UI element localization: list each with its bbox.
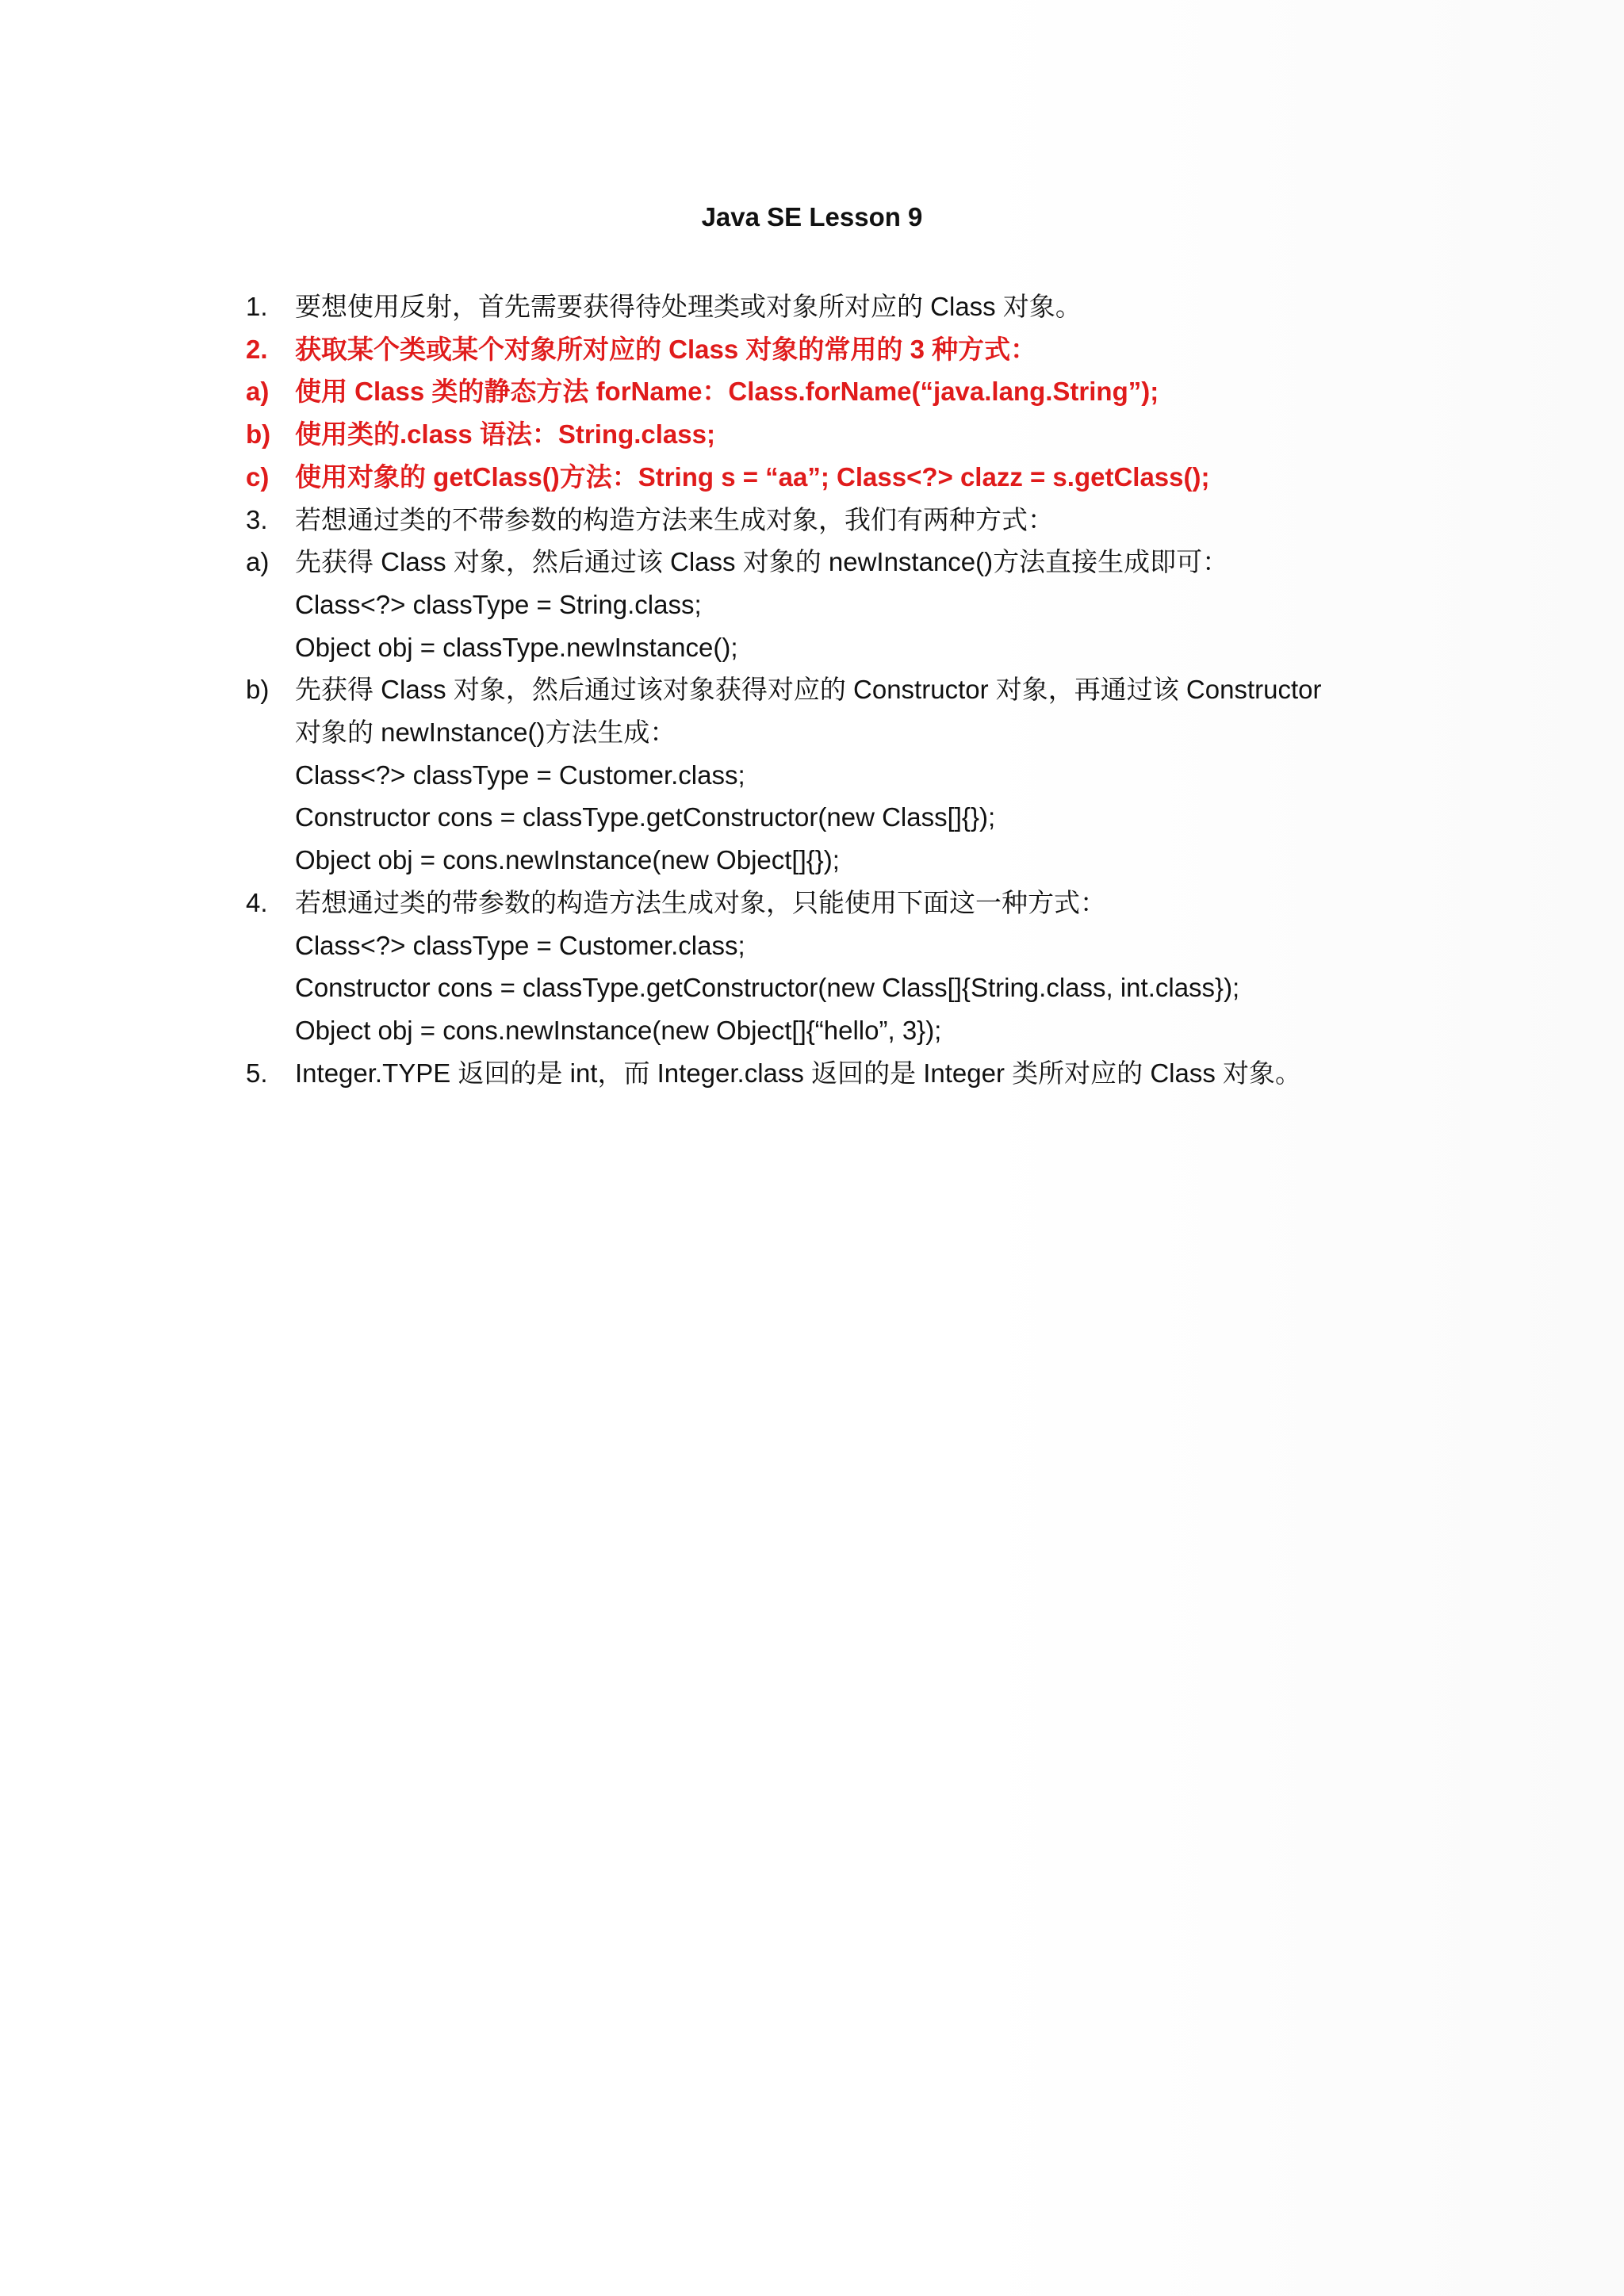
list-item-text: 对象的 newInstance()方法生成： — [295, 718, 676, 748]
list-marker: b) — [246, 675, 270, 705]
list-marker: c) — [246, 461, 270, 492]
list-marker: b) — [246, 419, 271, 450]
list-item-3a — [246, 541, 1388, 584]
list-marker: 3. — [246, 504, 268, 534]
code-line-text: Class<?> classType = String.class; — [295, 589, 702, 619]
code-line-text: Constructor cons = classType.getConstructor(new Class[]{}); — [295, 802, 996, 832]
list-marker: 4. — [246, 887, 268, 917]
code-line-text: Object obj = cons.newInstance(new Object[]{}); — [295, 845, 840, 875]
code-line — [246, 796, 1388, 839]
code-line — [246, 626, 1388, 669]
list-marker: a) — [246, 547, 270, 577]
list-marker: 2. — [246, 334, 268, 364]
code-line — [246, 839, 1388, 882]
list-item-2b-highlighted — [246, 413, 1388, 456]
list-marker: a) — [246, 377, 270, 407]
list-item-text: 要想使用反射，首先需要获得待处理类或对象所对应的 Class 对象。 — [295, 292, 1082, 321]
list-item-1 — [246, 285, 1388, 328]
list-item-4 — [246, 882, 1388, 924]
code-line — [246, 1009, 1388, 1052]
list-item-text: 使用 Class 类的静态方法 forName：Class.forName(“java.lang.String”); — [295, 377, 1159, 407]
list-item-text: 若想通过类的不带参数的构造方法来生成对象，我们有两种方式： — [295, 504, 1054, 534]
code-line — [246, 924, 1388, 967]
list-item-5 — [246, 1052, 1388, 1095]
code-line-text: Constructor cons = classType.getConstructor(new Class[]{String.class, int.class}); — [295, 973, 1240, 1003]
code-line — [246, 966, 1388, 1009]
list-item-3b — [246, 668, 1388, 711]
document-title: Java SE Lesson 9 — [701, 202, 923, 232]
list-marker: 1. — [246, 292, 268, 321]
list-item-continuation — [246, 711, 1388, 754]
list-item-3 — [246, 499, 1388, 541]
list-item-text: 使用对象的 getClass()方法：String s = “aa”; Class<?> clazz = s.getClass(); — [295, 461, 1210, 492]
list-item-text: 获取某个类或某个对象所对应的 Class 对象的常用的 3 种方式： — [295, 334, 1037, 364]
code-line — [246, 754, 1388, 797]
document-body — [246, 285, 1388, 1094]
code-line-text: Object obj = cons.newInstance(new Object[]{“hello”, 3}); — [295, 1015, 942, 1045]
list-item-text: 使用类的.class 语法：String.class; — [295, 419, 715, 450]
code-line-text: Class<?> classType = Customer.class; — [295, 930, 745, 960]
code-line-text: Object obj = classType.newInstance(); — [295, 632, 738, 662]
list-item-2-highlighted — [246, 328, 1388, 371]
list-item-text: 先获得 Class 对象，然后通过该对象获得对应的 Constructor 对象，再通过该 Constructor — [295, 675, 1322, 705]
list-item-text: 先获得 Class 对象，然后通过该 Class 对象的 newInstance()方法直接生成即可： — [295, 547, 1229, 577]
list-item-text: Integer.TYPE 返回的是 int，而 Integer.class 返回的是 Integer 类所对应的 Class 对象。 — [295, 1058, 1302, 1088]
list-item-text: 若想通过类的带参数的构造方法生成对象，只能使用下面这一种方式： — [295, 887, 1106, 917]
code-line-text: Class<?> classType = Customer.class; — [295, 760, 745, 790]
list-item-2a-highlighted — [246, 370, 1388, 413]
code-line — [246, 584, 1388, 626]
list-item-2c-highlighted — [246, 456, 1388, 499]
list-marker: 5. — [246, 1058, 268, 1088]
